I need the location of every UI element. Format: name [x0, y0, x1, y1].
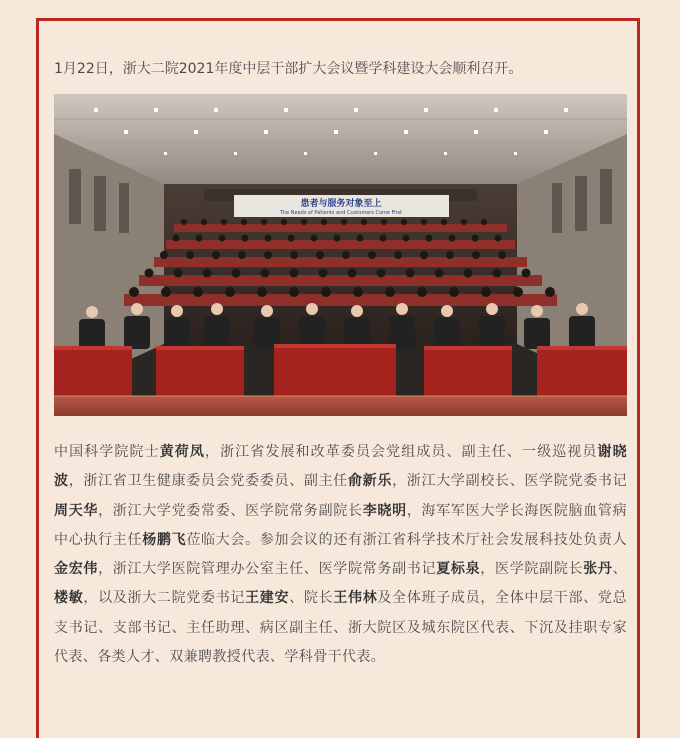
lead-paragraph: 1月22日，浙大二院2021年度中层干部扩大会议暨学科建设大会顺利召开。: [54, 61, 523, 77]
person-name: 周天华: [54, 502, 99, 519]
body-text-run: ，浙江省发展和改革委员会党组成员、副主任、一级巡视员: [204, 444, 598, 460]
body-text-run: ，浙江大学党委常委、医学院常务副院长: [98, 502, 363, 519]
body-text-run: ，医学院副院长: [480, 561, 584, 578]
person-name: 谢晓波: [54, 444, 627, 490]
person-name: 楼敏: [54, 590, 84, 607]
body-text-run: ，以及浙大二院党委书记: [83, 590, 246, 607]
body-text-run: 、: [612, 561, 628, 578]
person-name: 俞新乐: [348, 473, 393, 490]
person-name: 王伟林: [333, 590, 378, 607]
person-name: 夏标泉: [436, 561, 481, 578]
body-text-run: 中国科学院院士: [54, 444, 160, 460]
body-paragraph: [54, 438, 627, 672]
banner-en: The Needs of Patients and Customers Come First: [279, 210, 403, 216]
body-text-run: ，浙江大学医院管理办公室主任、医学院常务副书记: [98, 561, 437, 578]
auditorium-photo: [54, 94, 627, 416]
body-text-run: 及全体班子成员，全体中层干部、党总支书记、支部书记、主任助理、病区副主任、浙大院区及城东院区代表、下沉及挂职专家代表、各类人才、双兼聘教授代表、学科骨干代表。: [54, 590, 628, 666]
person-name: 杨鹏飞: [142, 531, 187, 548]
body-text-run: ，浙江大学副校长、医学院党委书记: [392, 473, 627, 490]
body-text-run: 莅临大会。参加会议的还有浙江省科学技术厅社会发展科技处负责人: [186, 531, 628, 548]
body-text-run: 、院长: [289, 590, 334, 607]
body-text-run: ，浙江省卫生健康委员会党委委员、副主任: [68, 473, 348, 490]
person-name: 黄荷凤: [159, 444, 205, 460]
body-text-run: ，海军军医大学长海医院脑血管病中心执行主任: [54, 502, 628, 548]
person-name: 金宏伟: [54, 561, 99, 578]
banner-cn: 患者与服务对象至上: [300, 199, 382, 209]
person-name: 王建安: [245, 590, 290, 607]
person-name: 李晓明: [362, 502, 407, 519]
person-name: 张丹: [583, 561, 613, 578]
